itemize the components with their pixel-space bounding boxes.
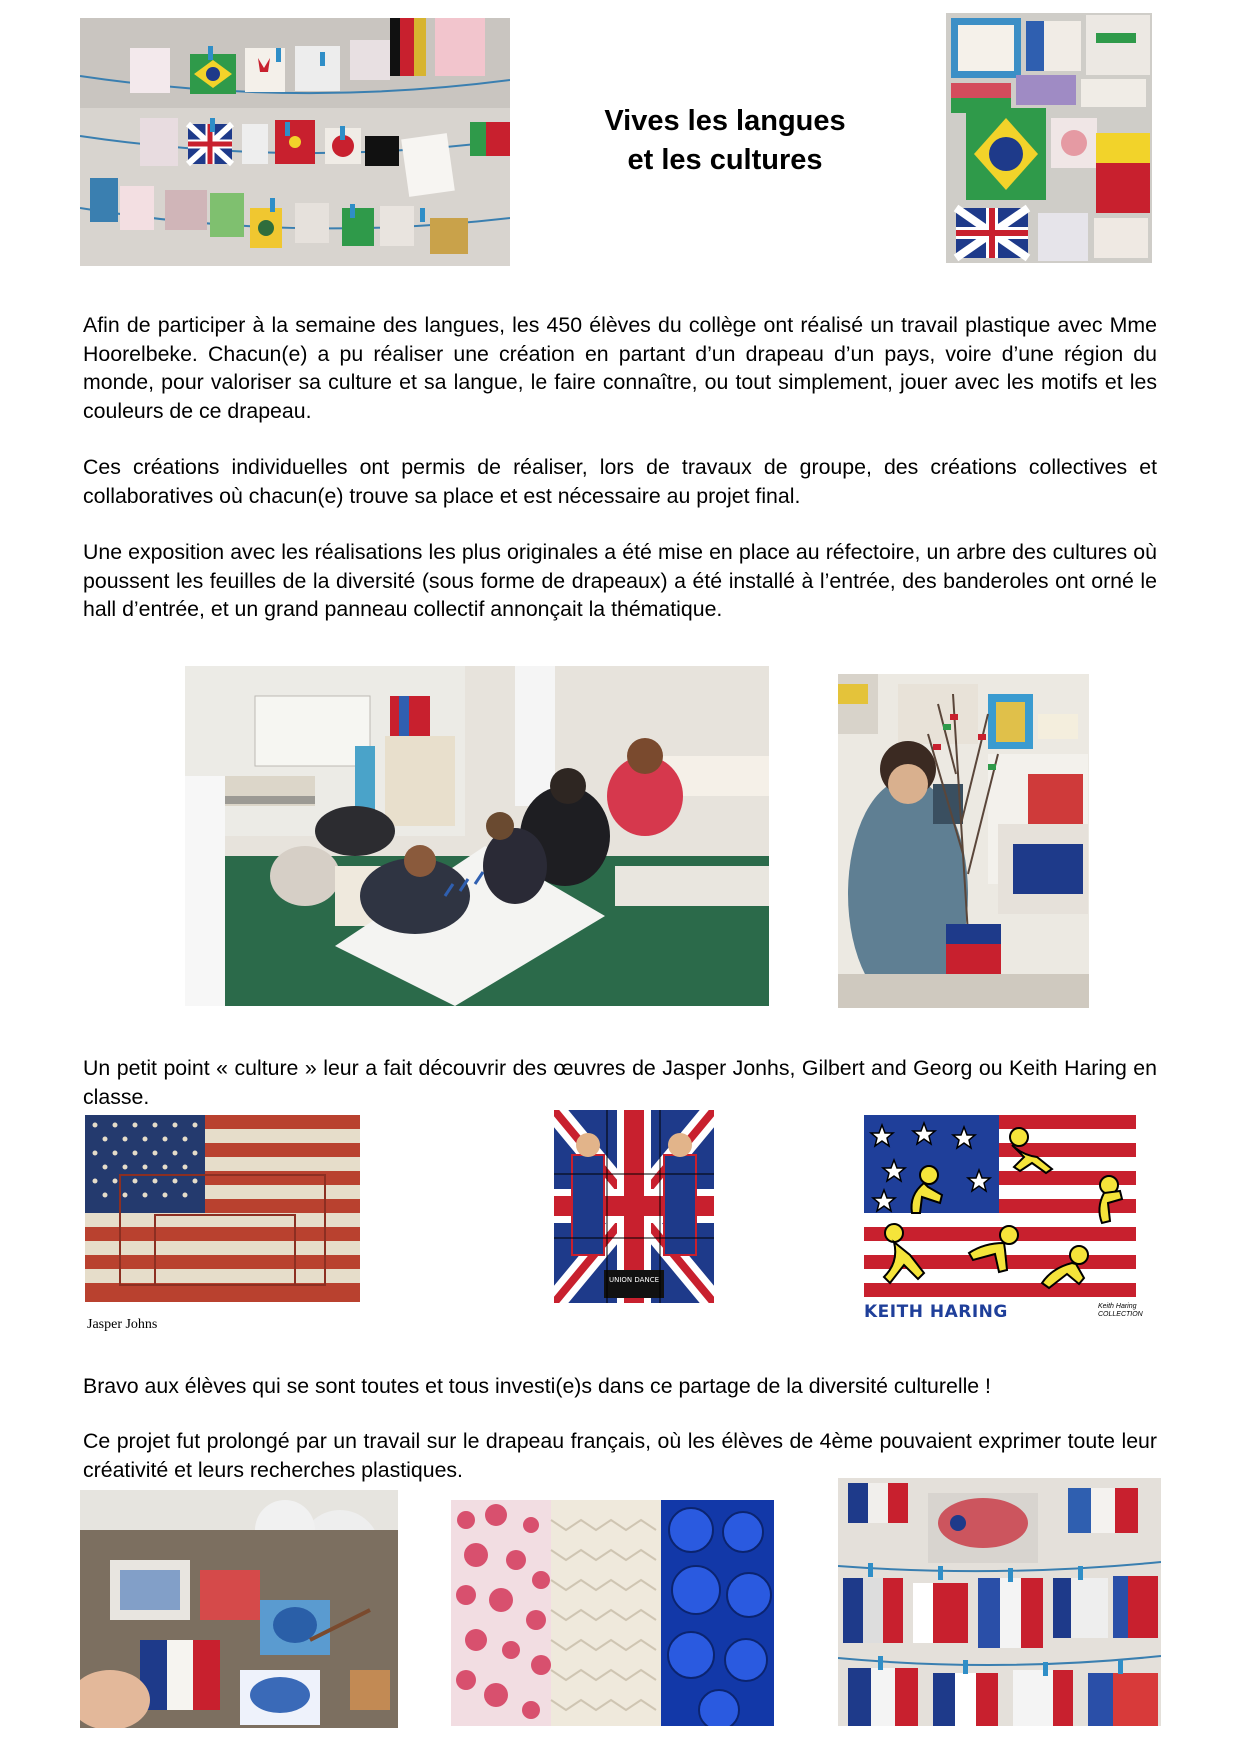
photo-flags-clothesline <box>80 18 510 266</box>
photo-tricolor-texture <box>451 1500 774 1726</box>
keith-haring-signature: Keith Haring COLLECTION <box>1098 1303 1143 1318</box>
photo-french-flags-line <box>838 1478 1161 1726</box>
page-title <box>540 102 910 180</box>
title-line-1: Vives les langues <box>604 105 846 137</box>
photo-culture-tree <box>838 674 1089 1008</box>
gilbert-panel-text: UNION DANCE <box>609 1276 659 1284</box>
culture-paragraph: Un petit point « culture » leur a fait découvrir des œuvres de Jasper Jonhs, Gilbert and Georg ou Keith Haring en classe. <box>83 1056 1157 1109</box>
jasper-johns-caption: Jasper Johns <box>87 1317 158 1332</box>
intro-paragraph: Afin de participer à la semaine des langues, les 450 élèves du collège ont réalisé un travail plastique avec Mme Hoorelbeke. Chacun(e) a pu réaliser une création en partant d’un drapeau d’un pays, voire d’une région du monde, pour valoriser sa culture et sa langue, le faire connaître, ou tout simplement, jouer avec les motifs et les couleurs de ce drapeau. <box>83 313 1157 423</box>
artwork-jasper-johns-flag <box>85 1115 360 1302</box>
bravo-paragraph: Bravo aux élèves qui se sont toutes et tous investi(e)s dans ce partage de la diversité culturelle ! <box>83 1374 991 1398</box>
artwork-gilbert-and-george <box>554 1110 714 1303</box>
exhibition-paragraph: Une exposition avec les réalisations les plus originales a été mise en place au réfectoire, un arbre des cultures où poussent les feuilles de la diversité (sous forme de drapeaux) a été installé à l’entrée, des banderoles ont orné le hall d’entrée, et un grand panneau collectif annonçait la thématique. <box>83 540 1157 621</box>
keith-haring-label: KEITH HARING <box>864 1302 1008 1322</box>
extension-paragraph: Ce projet fut prolongé par un travail sur le drapeau français, où les élèves de 4ème pouvaient exprimer toute leur créativité et leurs recherches plastiques. <box>83 1429 1157 1482</box>
collective-paragraph: Ces créations individuelles ont permis de réaliser, lors de travaux de groupe, des créations collectives et collaboratives où chacun(e) trouve sa place et est nécessaire au projet final. <box>83 455 1157 508</box>
photo-flags-collage <box>946 13 1152 263</box>
artwork-keith-haring-flag <box>864 1115 1136 1297</box>
photo-students-banner <box>185 666 769 1006</box>
photo-students-painting <box>80 1490 398 1728</box>
title-line-2: et les cultures <box>627 144 823 176</box>
